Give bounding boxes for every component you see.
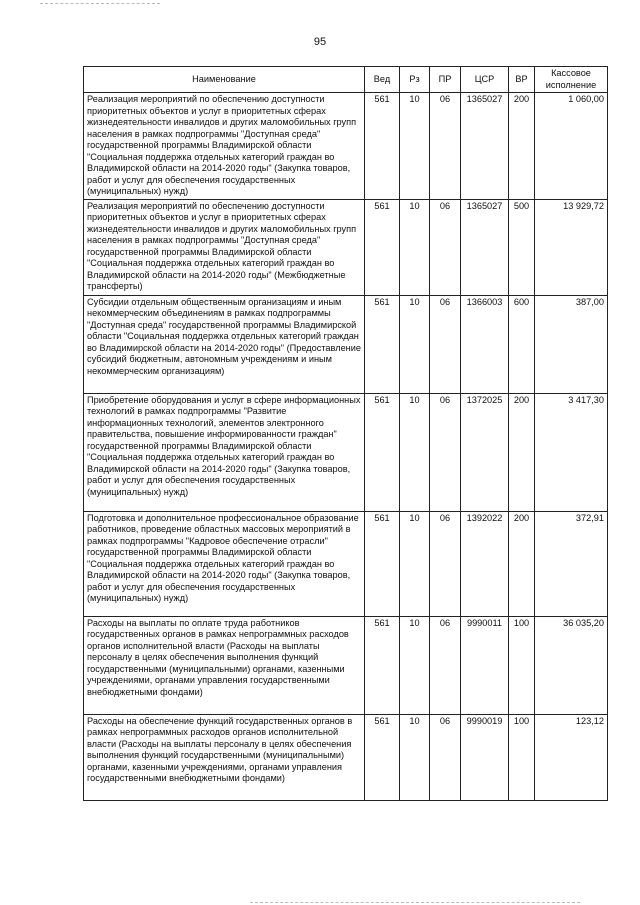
row-name: Субсидии отдельным общественным организациям и иным некоммерческим объединениям в рамках подпрограммы "Доступная среда" государственной программы Владимирской области "Социальная поддержка отдельных категорий граждан во Владимирской области на 2014-2020 годы" (Предоставление субсидий бюджетным, автономным учреждениям и иным некоммерческим организациям) xyxy=(84,295,365,393)
row-vr: 200 xyxy=(509,93,535,200)
row-csr: 1372025 xyxy=(461,393,509,511)
row-pr: 06 xyxy=(430,199,461,295)
row-pr: 06 xyxy=(430,616,461,714)
header-name: Наименование xyxy=(84,67,365,93)
row-name: Реализация мероприятий по обеспечению доступности приоритетных объектов и услуг в приоритетных сферах жизнедеятельности инвалидов и других маломобильных групп населения в рамках подпрограммы "Доступная среда" государственной программы Владимирской области "Социальная поддержка отдельных категорий граждан во Владимирской области на 2014-2020 годы" (Межбюджетные трансферты) xyxy=(84,199,365,295)
table-row xyxy=(84,295,608,393)
row-ved: 561 xyxy=(365,511,400,616)
row-vr: 100 xyxy=(509,714,535,800)
row-vr: 200 xyxy=(509,393,535,511)
row-rz: 10 xyxy=(400,199,430,295)
table-header-row xyxy=(84,67,608,93)
scan-artifact-bottom xyxy=(250,902,580,903)
row-amount: 372,91 xyxy=(535,511,608,616)
table-row xyxy=(84,714,608,800)
row-pr: 06 xyxy=(430,393,461,511)
row-ved: 561 xyxy=(365,714,400,800)
table-row xyxy=(84,616,608,714)
row-vr: 200 xyxy=(509,511,535,616)
table-row xyxy=(84,199,608,295)
header-ved: Вед xyxy=(365,67,400,93)
row-csr: 1392022 xyxy=(461,511,509,616)
row-ved: 561 xyxy=(365,93,400,200)
header-csr: ЦСР xyxy=(461,67,509,93)
row-csr: 1366003 xyxy=(461,295,509,393)
row-csr: 9990019 xyxy=(461,714,509,800)
row-rz: 10 xyxy=(400,511,430,616)
budget-table xyxy=(83,66,608,801)
header-vr: ВР xyxy=(509,67,535,93)
header-amount: Кассовое исполнение xyxy=(535,67,608,93)
scan-artifact-top xyxy=(40,3,160,4)
row-name: Реализация мероприятий по обеспечению доступности приоритетных объектов и услуг в приоритетных сферах жизнедеятельности инвалидов и других маломобильных групп населения в рамках подпрограммы "Доступная среда" государственной программы Владимирской области "Социальная поддержка отдельных категорий граждан во Владимирской области на 2014-2020 годы" (Закупка товаров, работ и услуг для обеспечения государственных (муниципальных) нужд) xyxy=(84,93,365,200)
header-pr: ПР xyxy=(430,67,461,93)
table-row xyxy=(84,511,608,616)
row-vr: 500 xyxy=(509,199,535,295)
row-rz: 10 xyxy=(400,295,430,393)
row-name: Расходы на обеспечение функций государственных органов в рамках непрограммных расходов органов исполнительной власти (Расходы на выплаты персоналу в целях обеспечения выполнения функций государственными (муниципальными) органами, казенными учреждениями, органами управления государственными внебюджетными фондами) xyxy=(84,714,365,800)
row-pr: 06 xyxy=(430,295,461,393)
row-ved: 561 xyxy=(365,295,400,393)
row-amount: 36 035,20 xyxy=(535,616,608,714)
row-pr: 06 xyxy=(430,511,461,616)
row-pr: 06 xyxy=(430,714,461,800)
row-rz: 10 xyxy=(400,714,430,800)
row-csr: 1365027 xyxy=(461,93,509,200)
row-amount: 387,00 xyxy=(535,295,608,393)
row-amount: 123,12 xyxy=(535,714,608,800)
row-name: Подготовка и дополнительное профессиональное образование работников, проведение областных массовых мероприятий в рамках подпрограммы "Кадровое обеспечение отрасли" государственной программы Владимирской области "Социальная поддержка отдельных категорий граждан во Владимирской области на 2014-2020 годы" (Закупка товаров, работ и услуг для обеспечения государственных (муниципальных) нужд) xyxy=(84,511,365,616)
row-vr: 600 xyxy=(509,295,535,393)
row-rz: 10 xyxy=(400,93,430,200)
row-ved: 561 xyxy=(365,393,400,511)
row-amount: 1 060,00 xyxy=(535,93,608,200)
row-csr: 9990011 xyxy=(461,616,509,714)
header-rz: Рз xyxy=(400,67,430,93)
row-rz: 10 xyxy=(400,616,430,714)
row-amount: 13 929,72 xyxy=(535,199,608,295)
row-pr: 06 xyxy=(430,93,461,200)
table-row xyxy=(84,93,608,200)
row-csr: 1365027 xyxy=(461,199,509,295)
row-amount: 3 417,30 xyxy=(535,393,608,511)
page-number: 95 xyxy=(313,36,327,48)
table-row xyxy=(84,393,608,511)
row-vr: 100 xyxy=(509,616,535,714)
row-ved: 561 xyxy=(365,616,400,714)
row-rz: 10 xyxy=(400,393,430,511)
row-name: Приобретение оборудования и услуг в сфере информационных технологий в рамках подпрограммы "Развитие информационных технологий, элементов электронного правительства, повышение информированности граждан" государственной программы Владимирской области "Социальная поддержка отдельных категорий граждан во Владимирской области на 2014-2020 годы" (Закупка товаров, работ и услуг для обеспечения государственных (муниципальных) нужд) xyxy=(84,393,365,511)
row-name: Расходы на выплаты по оплате труда работников государственных органов в рамках непрограммных расходов органов исполнительной власти (Расходы на выплаты персоналу в целях обеспечения выполнения функций государственными (муниципальными) органами, казенными учреждениями, органами управления государственными внебюджетными фондами) xyxy=(84,616,365,714)
row-ved: 561 xyxy=(365,199,400,295)
